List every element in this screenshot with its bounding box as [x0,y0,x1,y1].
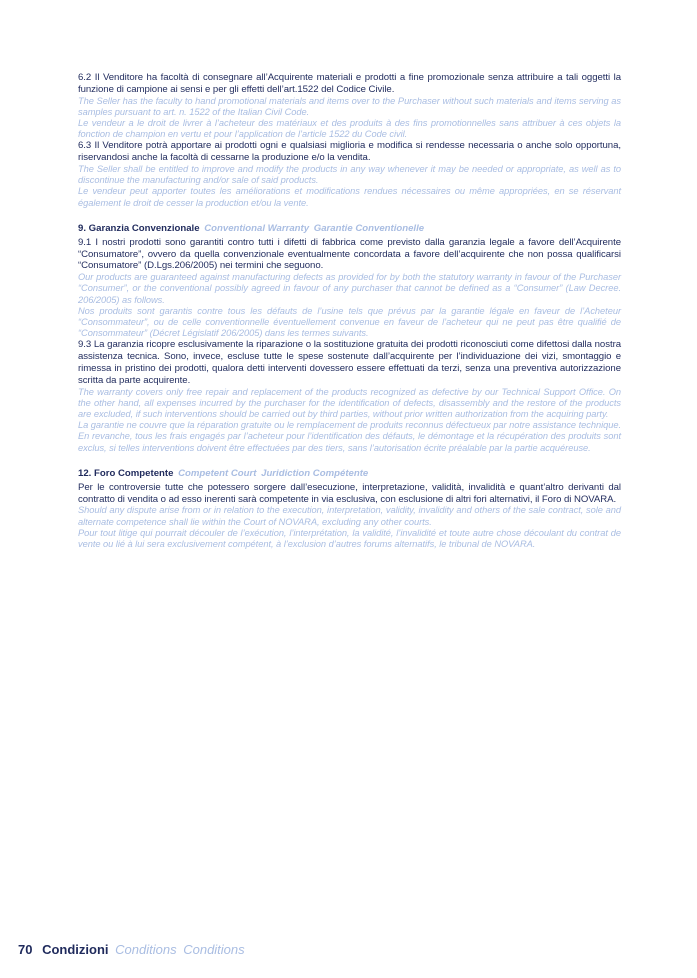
clause-12-italian: Per le controversie tutte che potessero sorgere dall’esecuzione, interpretazione, validità, invalidità e quant’altro derivanti dal contratto di vendita o ad esso inerenti sarà competente in via esclusiva, con esclusione di altri fori alternativi, il Foro di NOVARA. [78,481,621,505]
page-number: 70 [18,942,33,957]
section-9-heading [78,223,621,235]
clause-9-1-french: Nos produits sont garantis contre tous les défauts de l’usine tels que prévus par la garantie légale en faveur de l’Acheteur “Consommateur”, ou de celle conventionnelle éventuellement convenue en faveur de l’acheteur qui ne peut pas être qualifié de “Consommateur” (Décret Législatif 206/2005) dans les termes suivants. [78,305,621,339]
page-footer [18,942,245,957]
section-9-title-french: Garantie Conventionelle [313,222,425,234]
footer-title-french: Conditions [183,942,245,957]
section-9-title-english: Conventional Warranty [204,222,310,234]
clause-12-french: Pour tout litige qui pourrait découler de l’exécution, l’interprétation, la validité, l’invalidité et toute autre chose découlant du contrat de vente ou lié à lui sera exclusivement compétent, à l’exclusion d’autres forums alternatifs, le tribunal de NOVARA. [78,527,621,550]
clause-6-2-english: The Seller has the faculty to hand promotional materials and items over to the Purchaser without such materials and items serving as samples pursuant to art. n. 1522 of the Italian Civil Code. [78,95,621,117]
footer-title-english: Conditions [115,942,177,957]
section-12-title-french: Juridiction Compétente [261,467,369,479]
clause-9-3-french: La garantie ne couvre que la réparation gratuite ou le remplacement de produits reconnus défectueux par notre assistance technique. En revanche, tous les frais engagés par l’acheteur pour l’identification des défauts, le démontage et la récupération des produits sont exclus, si telles interventions doivent être effectuées par des tiers, sans l’autorisation écrite préalable par la partie acquéreuse. [78,420,621,453]
clause-9-1-english: Our products are guaranteed against manufacturing defects as provided for by both the statutory warranty in favour of the Purchaser “Consumer”, or the conventional possibly agreed in favour of any purchaser that cannot be defined as a “Consumer” (Law Decree. 206/2005) as follows. [78,272,621,305]
conditions-content [78,72,621,550]
clause-9-1-italian: 9.1 I nostri prodotti sono garantiti contro tutti i difetti di fabbrica come previsto dalla garanzia legale a favore dell’Acquirente “Consumatore”, ovvero da quella convenzionale eventualmente concordata a favore dell’acquirente che non possa qualificarsi “Consumatore” (D.Lgs.206/2005) nei termini che seguono. [78,236,621,272]
clause-12-english: Should any dispute arise from or in relation to the execution, interpretation, validity, invalidity and others of the sale contract, sole and alternate competence shall lie within the Court of NOVARA, excluding any other courts. [78,505,621,527]
section-12-title-italian: 12. Foro Competente [78,467,174,479]
clause-6-2-italian: 6.2 Il Venditore ha facoltà di consegnare all’Acquirente materiali e prodotti a fine promozionale senza attribuire a tali oggetti la funzione di campione ai sensi e per gli effetti dell’art.1522 del Codice Civile. [78,72,621,95]
footer-title-italian: Condizioni [42,942,109,957]
clause-6-3-italian: 6.3 Il Venditore potrà apportare ai prodotti ogni e qualsiasi miglioria e modifica si rendesse necessaria o anche solo opportuna, riservandosi anche la facoltà di cessarne la produzione e/o la vendita. [78,140,621,164]
section-12-title-english: Competent Court [178,467,257,479]
clause-9-3-italian: 9.3 La garanzia ricopre esclusivamente la riparazione o la sostituzione gratuita dei prodotti riconosciuti come difettosi dalla nostra assistenza tecnica. Sono, invece, escluse tutte le spese sostenute dall’acquirente per l’individuazione dei vizi, smontaggio e rimessa in pristino dei prodotti, qualora detti interventi dovessero essere effettuati da terzi, senza una preventiva autorizzazione scritta da parte acquirente. [78,339,621,386]
clause-9-3-english: The warranty covers only free repair and replacement of the products recognized as defective by our Technical Support Office. On the other hand, all expenses incurred by the purchaser for the identification of defects, disassembly and the restore of the products are excluded, if such interventions should be carried out by third parties, without prior written authorization from the acquiring party. [78,386,621,420]
clause-6-3-english: The Seller shall be entitled to improve and modify the products in any way whenever it may be needed or appropriate, as well as to discontinue the manufacturing and/or sale of said products. [78,164,621,186]
clause-6-2-french: Le vendeur a le droit de livrer à l’acheteur des matériaux et des produits à des fins promotionnelles sans attribuer à ces objets la fonction de champion en vertu et pour l’application de l’article 1522 du Code civil. [78,118,621,140]
section-12-heading [78,468,621,480]
section-9-title-italian: 9. Garanzia Convenzionale [78,222,200,234]
clause-6-3-french: Le vendeur peut apporter toutes les améliorations et modifications rendues nécessaires ou même appropriées, en se réservant également le droit de cesser la production et/ou la vente. [78,186,621,208]
